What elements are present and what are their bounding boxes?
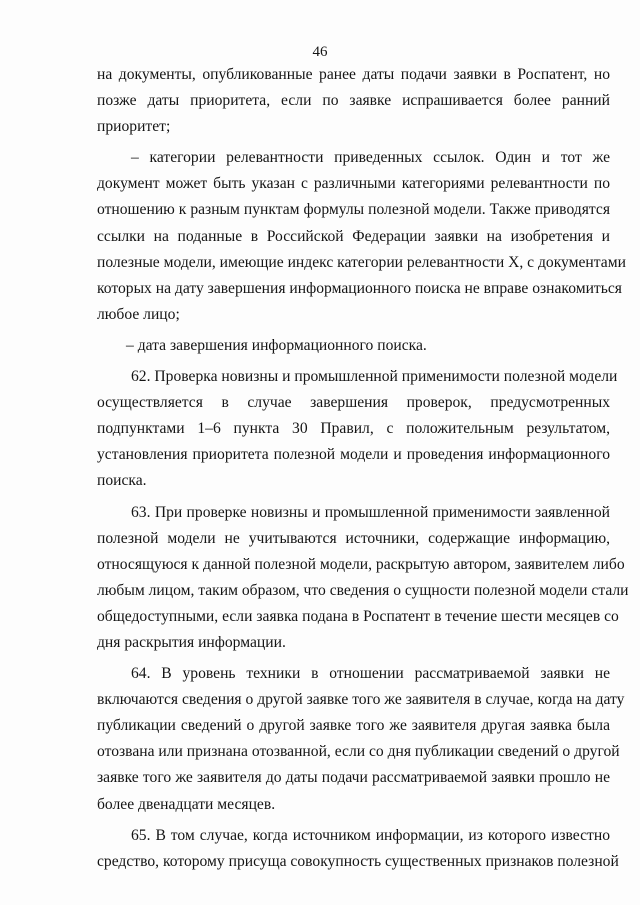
text-line: документ может быть указан с различными категориями релевантности по [97,175,610,193]
paragraph-62 [97,364,618,494]
paragraph-63 [97,500,629,657]
text-line: – категории релевантности приведенных ссылок. Один и тот же [131,149,610,167]
text-line: полезной модели не учитываются источники, содержащие информацию, [97,529,610,547]
text-line: дня раскрытия информации. [97,633,286,651]
text-line: приоритет; [97,118,171,136]
text-line: установления приоритета полезной модели и проведения информационного [97,446,610,464]
text-line: более двенадцати месяцев. [97,795,276,813]
text-line: которых на дату завершения информационного поиска не вправе ознакомиться [97,279,622,297]
text-line: поиска. [97,472,147,490]
text-line: 64. В уровень техники в отношении рассматриваемой заявки не [131,665,610,683]
text-line: полезные модели, имеющие индекс категории релевантности X, с документами [97,253,626,271]
text-line: 62. Проверка новизны и промышленной применимости полезной модели [131,368,618,386]
text-line: любое лицо; [97,305,180,323]
document-body [97,62,629,875]
paragraph-relevance-categories [97,145,626,328]
text-line: общедоступными, если заявка подана в Роспатент в течение шести месяцев со [97,607,619,625]
text-line: осуществляется в случае завершения проверок, предусмотренных [97,394,610,412]
text-line: любым лицом, таким образом, что сведения о сущности полезной модели стали [97,581,629,599]
text-line: 65. В том случае, когда источником информации, из которого известно [131,826,610,844]
text-line: включаются сведения о другой заявке того же заявителя в случае, когда на дату [97,691,625,709]
text-line: на документы, опубликованные ранее даты подачи заявки в Роспатент, но [97,66,610,83]
paragraph-search-date [97,333,610,359]
text-line: ссылки на поданные в Российской Федерации заявки на изобретения и [97,227,610,245]
text-line: позже даты приоритета, если по заявке испрашивается более ранний [97,92,610,110]
text-line: отношению к разным пунктам формулы полезной модели. Также приводятся [97,201,610,219]
text-line: подпунктами 1–6 пункта 30 Правил, с положительным результатом, [97,420,610,438]
text-line: заявке того же заявителя до даты подачи рассматриваемой заявки прошло не [97,769,610,787]
text-line: отозвана или признана отозванной, если со дня публикации сведений о другой [97,743,620,761]
paragraph-continuation [97,62,610,140]
text-line: 63. При проверке новизны и промышленной применимости заявленной [131,503,610,521]
paragraph-65 [97,823,619,875]
text-line: публикации сведений о другой заявке того же заявителя другая заявка была [97,717,610,735]
page-number: 46 [312,44,328,60]
text-line: – дата завершения информационного поиска. [126,336,427,354]
text-line: относящуюся к данной полезной модели, раскрытую автором, заявителем либо [97,555,625,573]
paragraph-64 [97,661,625,818]
text-line: средство, которому присуща совокупность существенных признаков полезной [97,852,619,870]
